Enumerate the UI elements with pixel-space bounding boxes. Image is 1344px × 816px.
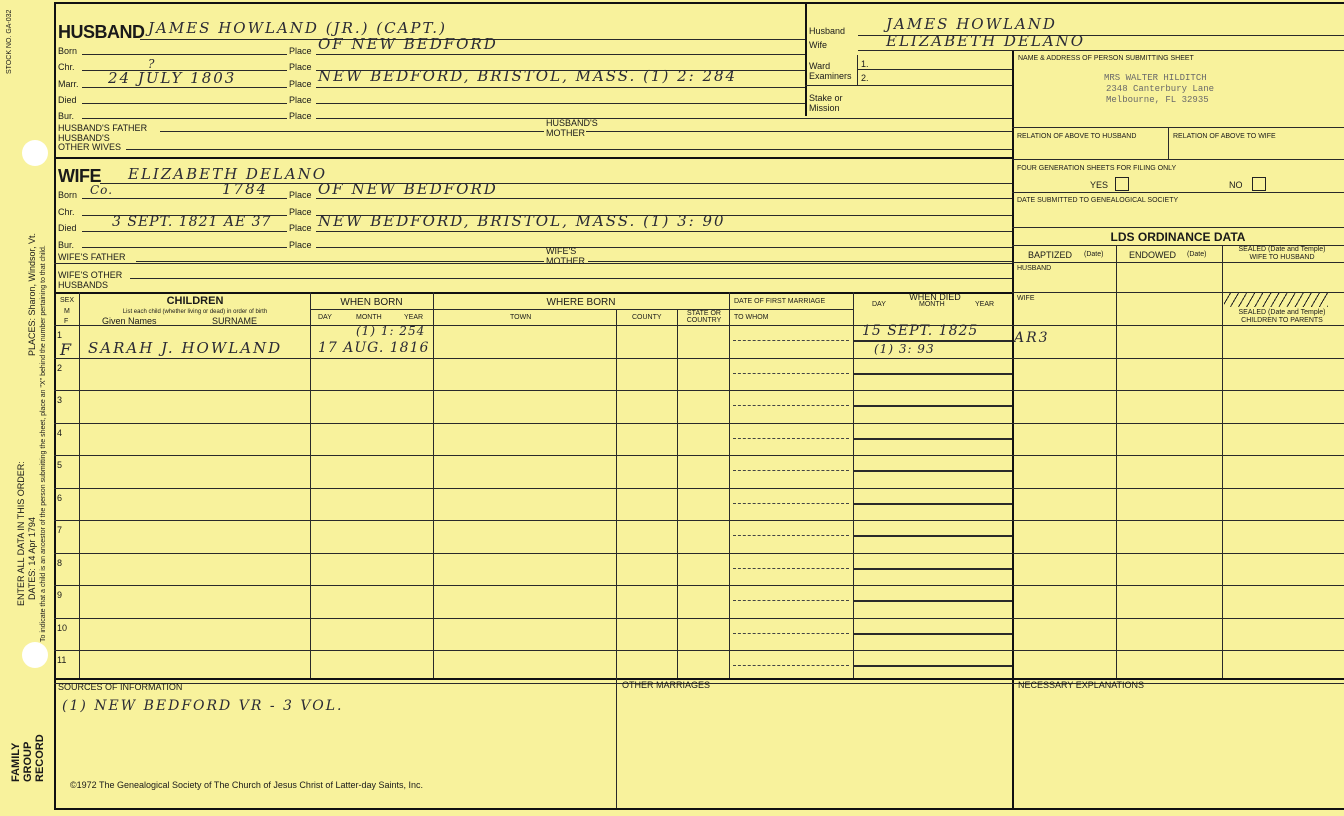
husband-name[interactable]: JAMES HOWLAND (JR.) (CAPT.)	[148, 19, 447, 37]
ward-label: Ward	[809, 61, 831, 71]
relation-husband-label: RELATION OF ABOVE TO HUSBAND	[1017, 133, 1137, 140]
husband-marr-place-label: Place	[289, 79, 312, 89]
child-1-name[interactable]: SARAH J. HOWLAND	[88, 339, 283, 357]
lds-row-line	[1012, 520, 1344, 521]
dates-instruction: DATES: 14 Apr 1794	[27, 517, 37, 600]
marriage-date-line	[733, 503, 849, 504]
sources-value[interactable]: (1) NEW BEDFORD VR - 3 VOL.	[62, 698, 344, 714]
wife-died-date[interactable]: 3 SEPT. 1821 AE 37	[112, 214, 272, 230]
record-title-record: RECORD	[34, 734, 46, 782]
enter-all-instruction: ENTER ALL DATA IN THIS ORDER:	[16, 461, 26, 606]
died-mid-line	[853, 665, 1012, 667]
died-mid-line	[853, 405, 1012, 407]
marriage-date-line	[733, 535, 849, 536]
husband-died-label: Died	[58, 95, 77, 105]
husband-heading: HUSBAND	[58, 22, 145, 42]
born-year-label: YEAR	[404, 314, 424, 321]
table-row	[54, 520, 1012, 521]
table-row	[54, 618, 1012, 619]
lds-title: LDS ORDINANCE DATA	[1110, 230, 1246, 244]
children-label: CHILDREN	[166, 295, 224, 307]
died-mid-line	[853, 568, 1012, 570]
lds-row-line	[1012, 488, 1344, 489]
row-number: 9	[57, 590, 63, 600]
wife-chr-label: Chr.	[58, 207, 75, 217]
ancestor-instruction: To indicate that a child is an ancestor of the person submitting the sheet, place an "X" behind the number pertaining to that child.	[40, 245, 47, 642]
places-instruction: PLACES: Sharon, Windsor, Vt.	[27, 232, 37, 356]
husband-other-wives-label: HUSBAND'S OTHER WIVES	[58, 133, 122, 152]
died-mid-line	[853, 438, 1012, 440]
to-whom-label: TO WHOM	[734, 314, 769, 321]
died-month-label: MONTH	[919, 301, 945, 308]
yes-label: YES	[1090, 180, 1109, 190]
lds-sealed-wife-1: SEALED (Date and Temple)	[1238, 246, 1326, 253]
surname-label: SURNAME	[212, 316, 258, 326]
wife-born-place-label: Place	[289, 190, 312, 200]
marriage-date-line	[733, 665, 849, 666]
row-number: 3	[57, 395, 63, 405]
relation-wife-label: RELATION OF ABOVE TO WIFE	[1173, 133, 1276, 140]
county-label: COUNTY	[632, 314, 662, 321]
wife-born-date[interactable]: Co.	[90, 183, 114, 197]
sex-f-label: F	[64, 318, 69, 325]
lds-row-line	[1012, 618, 1344, 619]
marriage-date-line	[733, 405, 849, 406]
table-row	[54, 683, 1012, 684]
header-husband-value[interactable]: JAMES HOWLAND	[886, 15, 1057, 33]
examiner-2: 2.	[861, 73, 869, 83]
wife-died-place-label: Place	[289, 223, 312, 233]
husband-bur-place-label: Place	[289, 111, 312, 121]
died-mid-line	[853, 600, 1012, 602]
husband-born-place[interactable]: OF NEW BEDFORD	[318, 35, 498, 53]
husband-marr-label: Marr.	[58, 79, 79, 89]
lds-row-line	[1012, 358, 1344, 359]
husband-mother-label: HUSBAND'S MOTHER	[546, 118, 598, 138]
date-submitted-label: DATE SUBMITTED TO GENEALOGICAL SOCIETY	[1017, 197, 1179, 204]
wife-other-husbands-label: WIFE'S OTHER HUSBANDS	[58, 270, 123, 290]
stake-label: Stake or	[809, 93, 843, 103]
lds-row-line	[1012, 390, 1344, 391]
submitter-line-2: 2348 Canterbury Lane	[1106, 84, 1215, 94]
wife-bur-label: Bur.	[58, 240, 75, 250]
table-row	[54, 585, 1012, 586]
header-wife-label: Wife	[809, 40, 827, 50]
wife-born-label: Born	[58, 190, 78, 200]
row-number: 11	[57, 655, 67, 665]
record-title-group: GROUP	[22, 741, 34, 782]
lds-row-line	[1012, 650, 1344, 651]
table-row	[54, 358, 1012, 359]
wife-name[interactable]: ELIZABETH DELANO	[128, 165, 328, 183]
examiners-label: Examiners	[809, 71, 852, 81]
lds-row-line	[1012, 423, 1344, 424]
marriage-date-line	[733, 340, 849, 341]
table-row	[54, 455, 1012, 456]
row-number: 5	[57, 460, 63, 470]
yes-checkbox[interactable]	[1115, 177, 1129, 191]
no-label: NO	[1229, 180, 1243, 190]
table-row	[54, 488, 1012, 489]
when-born-label: WHEN BORN	[340, 297, 403, 308]
table-row	[54, 650, 1012, 651]
child-1-born[interactable]: 17 AUG. 1816	[318, 340, 430, 356]
husband-bur-label: Bur.	[58, 111, 75, 121]
binder-hole-top	[22, 140, 48, 166]
born-month-label: MONTH	[356, 314, 382, 321]
stock-number: STOCK NO. GA-032	[6, 9, 13, 74]
died-mid-line	[853, 503, 1012, 505]
husband-born-label: Born	[58, 46, 78, 56]
lds-baptized-date: (Date)	[1084, 251, 1104, 258]
wife-mother-label: WIFE'S MOTHER	[546, 246, 585, 266]
children-note: List each child (whether living or dead) in order of birth	[122, 309, 268, 315]
state-label-2: COUNTRY	[686, 317, 722, 324]
submitter-label: NAME & ADDRESS OF PERSON SUBMITTING SHEET	[1018, 55, 1194, 62]
copyright: ©1972 The Genealogical Society of The Church of Jesus Christ of Latter-day Saints, Inc.	[70, 780, 423, 790]
lds-endowed-date: (Date)	[1187, 251, 1207, 258]
row-number: 2	[57, 363, 63, 373]
record-title-family: FAMILY	[10, 742, 22, 782]
mission-label: Mission	[809, 103, 840, 113]
husband-marr-date[interactable]: 24 JULY 1803	[108, 69, 237, 87]
lds-baptized: BAPTIZED	[1028, 250, 1073, 260]
died-year-label: YEAR	[975, 301, 995, 308]
marriage-date-line	[733, 438, 849, 439]
first-marriage-label: DATE OF FIRST MARRIAGE	[734, 298, 826, 305]
table-row	[54, 423, 1012, 424]
wife-born-year[interactable]: 1784	[222, 180, 269, 198]
submitter-line-3: Melbourne, FL 32935	[1106, 95, 1209, 105]
header-husband-label: Husband	[809, 26, 846, 36]
four-gen-label: FOUR GENERATION SHEETS FOR FILING ONLY	[1017, 165, 1177, 172]
died-mid-line	[853, 373, 1012, 375]
husband-chr-place-label: Place	[289, 62, 312, 72]
wife-died-place[interactable]: NEW BEDFORD, BRISTOL, MASS. (1) 3: 90	[318, 212, 726, 230]
lds-husband-row: HUSBAND	[1017, 265, 1052, 272]
other-marriages-label: OTHER MARRIAGES	[622, 680, 711, 690]
lds-endowed: ENDOWED	[1129, 250, 1176, 260]
lds-hatch-area	[1224, 293, 1328, 307]
town-label: TOWN	[510, 314, 532, 321]
header-wife-value[interactable]: ELIZABETH DELANO	[886, 32, 1086, 50]
marriage-date-line	[733, 373, 849, 374]
child-1-sex[interactable]: F	[60, 340, 74, 359]
child-1-died[interactable]: 15 SEPT. 1825	[862, 323, 979, 339]
sex-m-label: M	[64, 308, 70, 315]
row-number: 10	[57, 623, 68, 633]
wife-died-label: Died	[58, 223, 77, 233]
died-mid-line	[853, 470, 1012, 472]
wife-chr-place-label: Place	[289, 207, 312, 217]
wife-born-place[interactable]: OF NEW BEDFORD	[318, 180, 498, 198]
husband-chr-label: Chr.	[58, 62, 75, 72]
husband-father-label: HUSBAND'S FATHER	[58, 123, 148, 133]
child-1-note[interactable]: AR3	[1014, 330, 1050, 346]
wife-heading: WIFE	[58, 166, 101, 186]
wife-bur-place-label: Place	[289, 240, 312, 250]
husband-marr-place[interactable]: NEW BEDFORD, BRISTOL, MASS. (1) 2: 284	[318, 67, 738, 85]
lds-sealed-wife-2: WIFE TO HUSBAND	[1249, 254, 1315, 261]
examiner-1: 1.	[861, 59, 869, 69]
where-born-label: WHERE BORN	[546, 297, 616, 308]
wife-father-label: WIFE'S FATHER	[58, 252, 126, 262]
row-number: 8	[57, 558, 63, 568]
submitter-line-1: MRS WALTER HILDITCH	[1104, 73, 1207, 83]
husband-chr-date[interactable]: ?	[148, 57, 156, 71]
husband-born-place-label: Place	[289, 46, 312, 56]
lds-sealed-children-2: CHILDREN TO PARENTS	[1241, 317, 1323, 324]
table-row	[54, 553, 1012, 554]
lds-row-line	[1012, 585, 1344, 586]
row-number: 1	[57, 330, 63, 340]
table-row	[54, 390, 1012, 391]
row-number: 4	[57, 428, 63, 438]
no-checkbox[interactable]	[1252, 177, 1266, 191]
child-1-born-ref[interactable]: (1) 1: 254	[356, 324, 426, 338]
row-number: 6	[57, 493, 63, 503]
lds-row-line	[1012, 455, 1344, 456]
marriage-date-line	[733, 633, 849, 634]
binder-hole-bottom	[22, 642, 48, 668]
marriage-date-line	[733, 470, 849, 471]
died-mid-line	[853, 535, 1012, 537]
lds-row-line	[1012, 553, 1344, 554]
state-label-1: STATE OR	[687, 310, 721, 317]
born-day-label: DAY	[318, 314, 332, 321]
husband-died-place-label: Place	[289, 95, 312, 105]
explanations-label: NECESSARY EXPLANATIONS	[1018, 680, 1145, 690]
when-died-label: WHEN DIED	[909, 292, 961, 302]
sex-label: SEX	[60, 297, 75, 304]
marriage-date-line	[733, 568, 849, 569]
died-day-label: DAY	[872, 301, 886, 308]
given-names-label: Given Names	[102, 316, 157, 326]
lds-wife-row: WIFE	[1017, 295, 1035, 302]
row-number: 7	[57, 525, 63, 535]
lds-sealed-children-1: SEALED (Date and Temple)	[1238, 309, 1326, 316]
child-1-died-ref[interactable]: (1) 3: 93	[874, 342, 935, 356]
marriage-date-line	[733, 600, 849, 601]
died-mid-line	[853, 633, 1012, 635]
sources-label: SOURCES OF INFORMATION	[58, 682, 183, 692]
